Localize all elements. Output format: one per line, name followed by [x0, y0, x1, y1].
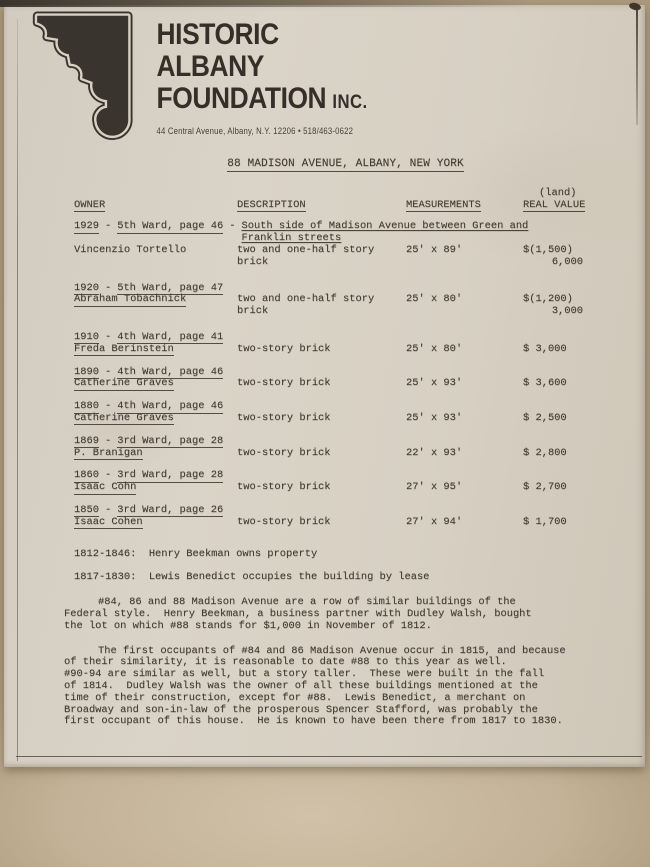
dash: -	[104, 365, 112, 378]
entry-ward: 5th Ward, page 46	[117, 220, 224, 233]
dash: -	[104, 503, 112, 516]
entry-measurements: 22' x 93'	[406, 446, 463, 459]
entry-owner: Isaac Cohen	[74, 515, 143, 528]
org-name-inc: INC.	[332, 92, 368, 113]
entry-measurements: 25' x 80'	[406, 342, 463, 355]
entry-measurements: 27' x 94'	[406, 515, 463, 528]
paragraph-line: the lot on which #88 stands for $1,000 in November of 1812.	[64, 619, 432, 632]
entry-body	[74, 448, 617, 460]
entry-ward: 5th Ward, page 47	[117, 281, 224, 294]
entry-description: two-story brick	[237, 411, 331, 424]
photo-top-shadow	[0, 0, 533, 7]
entry-value: $ 3,600	[523, 377, 567, 390]
entry-year: 1880	[74, 400, 99, 413]
table-header-row	[74, 188, 617, 212]
entry-body	[74, 413, 617, 425]
entry-year: 1910	[74, 330, 99, 343]
property-entry-1929	[74, 221, 617, 268]
property-entry-1910	[74, 332, 617, 356]
org-name-block	[146, 11, 368, 150]
entry-description: two and one-half story brick	[237, 243, 375, 268]
dash: -	[104, 220, 112, 233]
entry-year: 1920	[74, 281, 99, 294]
letterhead	[28, 8, 617, 150]
document-page	[4, 5, 645, 767]
entry-measurements: 27' x 95'	[406, 481, 463, 494]
entry-owner: Freda Berinstein	[74, 342, 174, 355]
column-header-real-value: (land) REAL VALUE	[513, 188, 617, 212]
land-note: (land)	[539, 186, 577, 199]
document-title: 88 MADISON AVENUE, ALBANY, NEW YORK	[227, 158, 464, 170]
entry-measurements: 25' x 93'	[406, 411, 463, 424]
paper-fold-line	[17, 19, 18, 761]
column-header-description: DESCRIPTION	[237, 198, 306, 211]
entry-measurements: 25' x 80'	[406, 293, 463, 306]
timeline-entry: 1817-1830: Lewis Benedict occupies the building by lease	[74, 571, 430, 584]
entry-measurements: 25' x 89'	[406, 243, 463, 256]
pin-shaft	[636, 5, 638, 125]
entry-description: two-story brick	[237, 446, 331, 459]
entry-body	[74, 245, 617, 269]
timeline-entry: 1812-1846: Henry Beekman owns property	[74, 547, 318, 560]
property-entry-1850	[74, 505, 617, 529]
org-name-foundation: FOUNDATION	[156, 82, 327, 115]
dash: -	[104, 400, 112, 413]
entry-description: two and one-half story brick	[237, 293, 375, 318]
entry-year: 1860	[74, 469, 99, 482]
org-name-line2: ALBANY	[156, 50, 264, 83]
history-paragraph-1	[64, 597, 579, 632]
ownership-timeline	[74, 549, 617, 585]
corbel-bracket-icon	[28, 11, 146, 150]
property-entry-1890	[74, 367, 617, 391]
entry-description: two-story brick	[237, 481, 331, 494]
entry-ward: 4th Ward, page 46	[117, 365, 224, 378]
entry-description: two-story brick	[237, 377, 331, 390]
page-bottom-rule	[16, 756, 642, 757]
entry-owner: Abraham Tobachnick	[74, 293, 187, 306]
paragraph-line: Federal style. Henry Beekman, a business partner with Dudley Walsh, bought	[64, 607, 532, 620]
column-header-measurements: MEASUREMENTS	[406, 198, 481, 211]
paragraph-line: of 1814. Dudley Walsh was the owner of all these buildings mentioned at the	[64, 679, 538, 692]
paragraph-line: of their similarity, it is reasonable to date #88 to this year as well.	[64, 656, 507, 669]
entry-body	[74, 294, 617, 318]
entry-ward: 3rd Ward, page 26	[117, 503, 224, 516]
entry-ward: 3rd Ward, page 28	[117, 469, 224, 482]
entry-head	[74, 505, 617, 517]
entry-value: $ 2,700	[523, 481, 567, 494]
property-table	[74, 188, 617, 529]
entry-description: two-story brick	[237, 342, 331, 355]
entry-year: 1929	[74, 220, 99, 233]
paragraph-line: first occupant of this house. He is known to have been there from 1817 to 1830.	[64, 715, 563, 728]
history-paragraph-2	[64, 646, 579, 729]
entry-ward: 4th Ward, page 41	[117, 330, 224, 343]
dash: -	[104, 434, 112, 447]
entry-value: $(1,200) 3,000	[523, 293, 583, 318]
entry-body	[74, 482, 617, 494]
dash: -	[104, 330, 112, 343]
entry-owner: Isaac Cohn	[74, 481, 137, 494]
entry-year: 1890	[74, 365, 99, 378]
entry-head	[74, 221, 617, 245]
paragraph-line: time of their construction, except for #88. Lewis Benedict, a merchant on	[64, 691, 526, 704]
property-entry-1869	[74, 436, 617, 460]
property-entry-1880	[74, 401, 617, 425]
entry-measurements: 25' x 93'	[406, 377, 463, 390]
entry-body	[74, 378, 617, 390]
entry-value: $ 2,500	[523, 411, 567, 424]
entry-ward: 4th Ward, page 46	[117, 400, 224, 413]
entry-head	[74, 332, 617, 344]
org-address: 44 Central Avenue, Albany, N.Y. 12206 • 518/463-0622	[156, 126, 354, 136]
entry-year: 1869	[74, 434, 99, 447]
dash: -	[229, 220, 236, 233]
entry-owner: Vincenzio Tortello	[74, 243, 187, 256]
entry-value: $ 1,700	[523, 515, 567, 528]
entry-owner: Catherine Graves	[74, 377, 174, 390]
column-header-owner: OWNER	[74, 198, 106, 211]
property-entry-1860	[74, 470, 617, 494]
org-name-line3	[157, 83, 368, 119]
dash: -	[104, 281, 112, 294]
entry-owner: P. Branigan	[74, 446, 143, 459]
entry-body	[74, 344, 617, 356]
entry-location-note: South side of Madison Avenue between Green and Franklin streets	[241, 220, 529, 245]
entry-value: $(1,500) 6,000	[523, 243, 583, 268]
entry-body	[74, 517, 617, 529]
paragraph-line: #84, 86 and 88 Madison Avenue are a row of similar buildings of the	[98, 596, 516, 609]
entry-value: $ 3,000	[523, 342, 567, 355]
entry-value: $ 2,800	[523, 446, 567, 459]
entry-owner: Catherine Graves	[74, 411, 174, 424]
entry-ward: 3rd Ward, page 28	[117, 434, 224, 447]
dash: -	[104, 469, 112, 482]
paragraph-line: Broadway and son-in-law of the prosperous Spencer Stafford, was probably the	[64, 703, 538, 716]
paragraph-line: The first occupants of #84 and 86 Madison Avenue occur in 1815, and because	[98, 644, 566, 657]
entry-description: two-story brick	[237, 515, 331, 528]
entry-year: 1850	[74, 503, 99, 516]
property-entry-1920	[74, 283, 617, 318]
paragraph-line: #90-94 are similar as well, but a story taller. These were built in the fall	[64, 668, 545, 681]
org-name-line1: HISTORIC	[156, 18, 279, 51]
entry-head	[74, 436, 617, 448]
